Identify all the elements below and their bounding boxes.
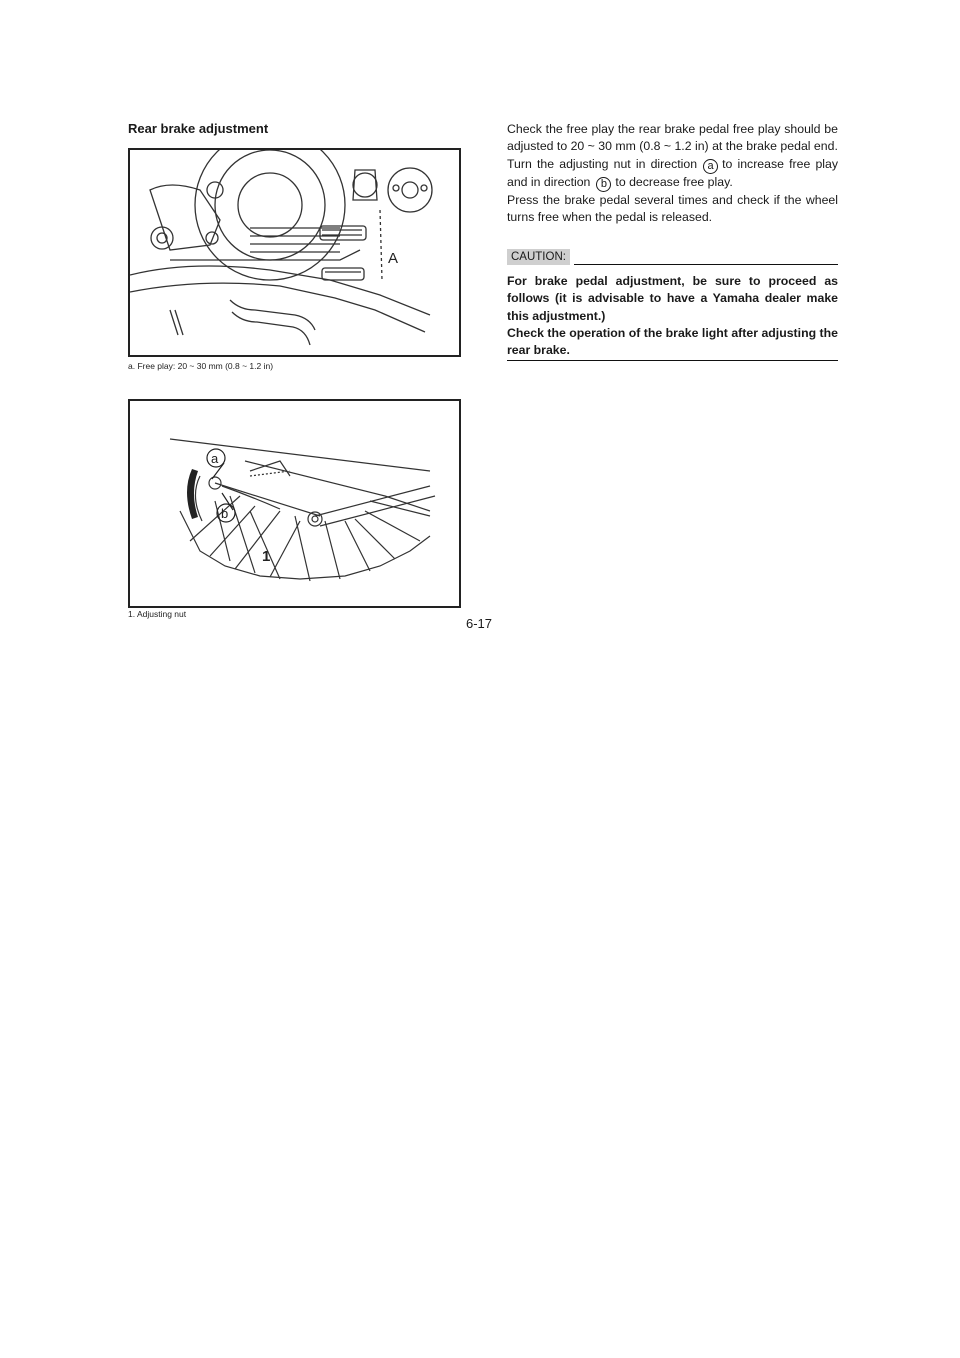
brake-pedal-illustration xyxy=(130,150,459,355)
instructions-column xyxy=(507,121,838,226)
para2-text-post: to decrease free play. xyxy=(615,174,733,189)
brake-pedal-figure xyxy=(128,148,461,357)
figure1-caption: a. Free play: 20 ~ 30 mm (0.8 ~ 1.2 in) xyxy=(128,361,274,371)
para2-text-mid: to increase free play and in direction xyxy=(507,156,839,189)
direction-a-marker: a xyxy=(703,159,718,174)
label-A: A xyxy=(388,250,399,267)
direction-b-marker: b xyxy=(596,177,611,192)
para2-text-pre: Turn the adjusting nut in direction xyxy=(507,156,698,171)
label-1: 1 xyxy=(262,548,271,565)
paragraph-press-pedal: Press the brake pedal several times and check if the wheel turns free when the pedal is released. xyxy=(507,192,838,224)
figure2-caption: 1. Adjusting nut xyxy=(128,609,187,619)
paragraph-check-free-play: Check the free play the rear brake pedal free play should be adjusted to 20 ~ 30 mm (0.8 ~ 1.2 in) at the brake pedal end. xyxy=(507,122,838,154)
label-b: b xyxy=(221,506,229,521)
adjusting-nut-illustration xyxy=(130,401,459,606)
adjusting-tool-shape xyxy=(187,469,198,519)
caution-box xyxy=(507,249,838,361)
caution-label: CAUTION: xyxy=(507,249,570,265)
caution-rule xyxy=(574,264,838,265)
caution-text xyxy=(507,273,838,361)
caution-header xyxy=(507,249,838,265)
adjusting-nut-figure xyxy=(128,399,461,608)
paragraph-turn-nut xyxy=(507,156,838,192)
section-title: Rear brake adjustment xyxy=(128,121,269,136)
caution-line-1: For brake pedal adjustment, be sure to proceed as follows (it is advisable to have a Yamaha dealer make this adjustment.) xyxy=(507,274,838,323)
caution-line-2: Check the operation of the brake light after adjusting the rear brake. xyxy=(507,325,838,358)
label-a: a xyxy=(211,451,219,466)
page-number: 6-17 xyxy=(466,616,493,631)
